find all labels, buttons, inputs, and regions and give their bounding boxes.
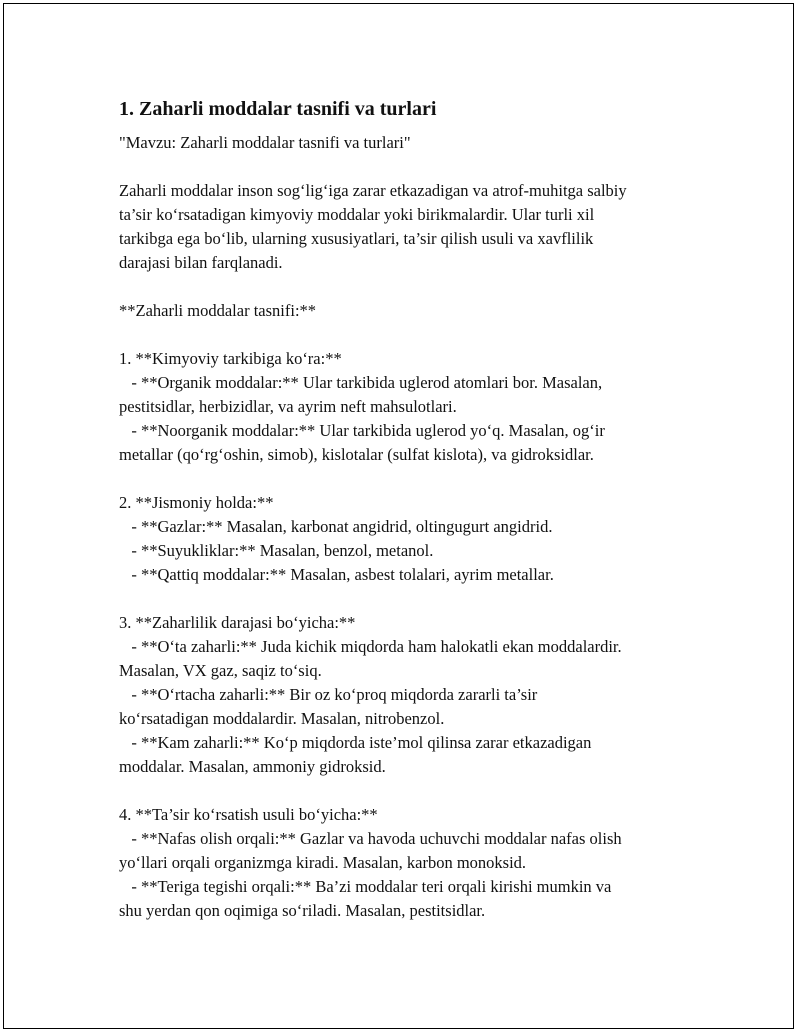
section-3-item: - **O‘rtacha zaharli:** Bir oz ko‘proq miqdorda zararli ta’sir ko‘rsatadigan moddalardir. Masalan, nitrobenzol. xyxy=(119,685,538,728)
blank-line xyxy=(119,155,709,179)
section-4-item: - **Nafas olish orqali:** Gazlar va havoda uchuvchi moddalar nafas olish yo‘llari orqali organizmga kiradi. Masalan, karbon monoksid. xyxy=(119,829,622,872)
section-1-item: - **Organik moddalar:** Ular tarkibida uglerod atomlari bor. Masalan, pestitsidlar, herbizidlar, va ayrim neft mahsulotlari. xyxy=(119,373,603,416)
document-heading: 1. Zaharli moddalar tasnifi va turlari xyxy=(119,98,437,120)
section-2-item: - **Gazlar:** Masalan, karbonat angidrid, oltingugurt angidrid. xyxy=(119,517,553,536)
blank-line xyxy=(119,467,709,491)
section-4-item: - **Teriga tegishi orqali:** Ba’zi moddalar teri orqali kirishi mumkin va shu yerdan qon oqimiga so‘riladi. Masalan, pestitsidlar. xyxy=(119,877,612,920)
blank-line xyxy=(119,779,709,803)
section-2-item: - **Qattiq moddalar:** Masalan, asbest tolalari, ayrim metallar. xyxy=(119,565,554,584)
blank-line xyxy=(119,323,709,347)
blank-line xyxy=(119,587,709,611)
document-page xyxy=(3,3,794,1029)
section-1-title: 1. **Kimyoviy tarkibiga ko‘ra:** xyxy=(119,349,342,368)
section-2-title: 2. **Jismoniy holda:** xyxy=(119,493,274,512)
intro-paragraph: Zaharli moddalar inson sog‘lig‘iga zarar etkazadigan va atrof-muhitga salbiy ta’sir ko‘rsatadigan kimyoviy moddalar yoki birikmalardir. Ular turli xil tarkibga ega bo‘lib, ularning xususiyatlari, ta’sir qilish usuli va xavflilik darajasi bilan farqlanadi. xyxy=(119,181,627,272)
section-1-item: - **Noorganik moddalar:** Ular tarkibida uglerod yo‘q. Masalan, og‘ir metallar (qo‘rg‘oshin, simob), kislotalar (sulfat kislota), va gidroksidlar. xyxy=(119,421,605,464)
blank-line xyxy=(119,275,709,299)
document-subtitle: "Mavzu: Zaharli moddalar tasnifi va turlari" xyxy=(119,133,411,152)
section-2-item: - **Suyukliklar:** Masalan, benzol, metanol. xyxy=(119,541,434,560)
section-4-title: 4. **Ta’sir ko‘rsatish usuli bo‘yicha:** xyxy=(119,805,378,824)
document-body xyxy=(119,96,709,923)
section-3-title: 3. **Zaharlilik darajasi bo‘yicha:** xyxy=(119,613,356,632)
section-3-item: - **O‘ta zaharli:** Juda kichik miqdorda ham halokatli ekan moddalardir. Masalan, VX gaz, saqiz to‘siq. xyxy=(119,637,622,680)
classification-title: **Zaharli moddalar tasnifi:** xyxy=(119,301,317,320)
section-3-item: - **Kam zaharli:** Ko‘p miqdorda iste’mol qilinsa zarar etkazadigan moddalar. Masalan, ammoniy gidroksid. xyxy=(119,733,592,776)
